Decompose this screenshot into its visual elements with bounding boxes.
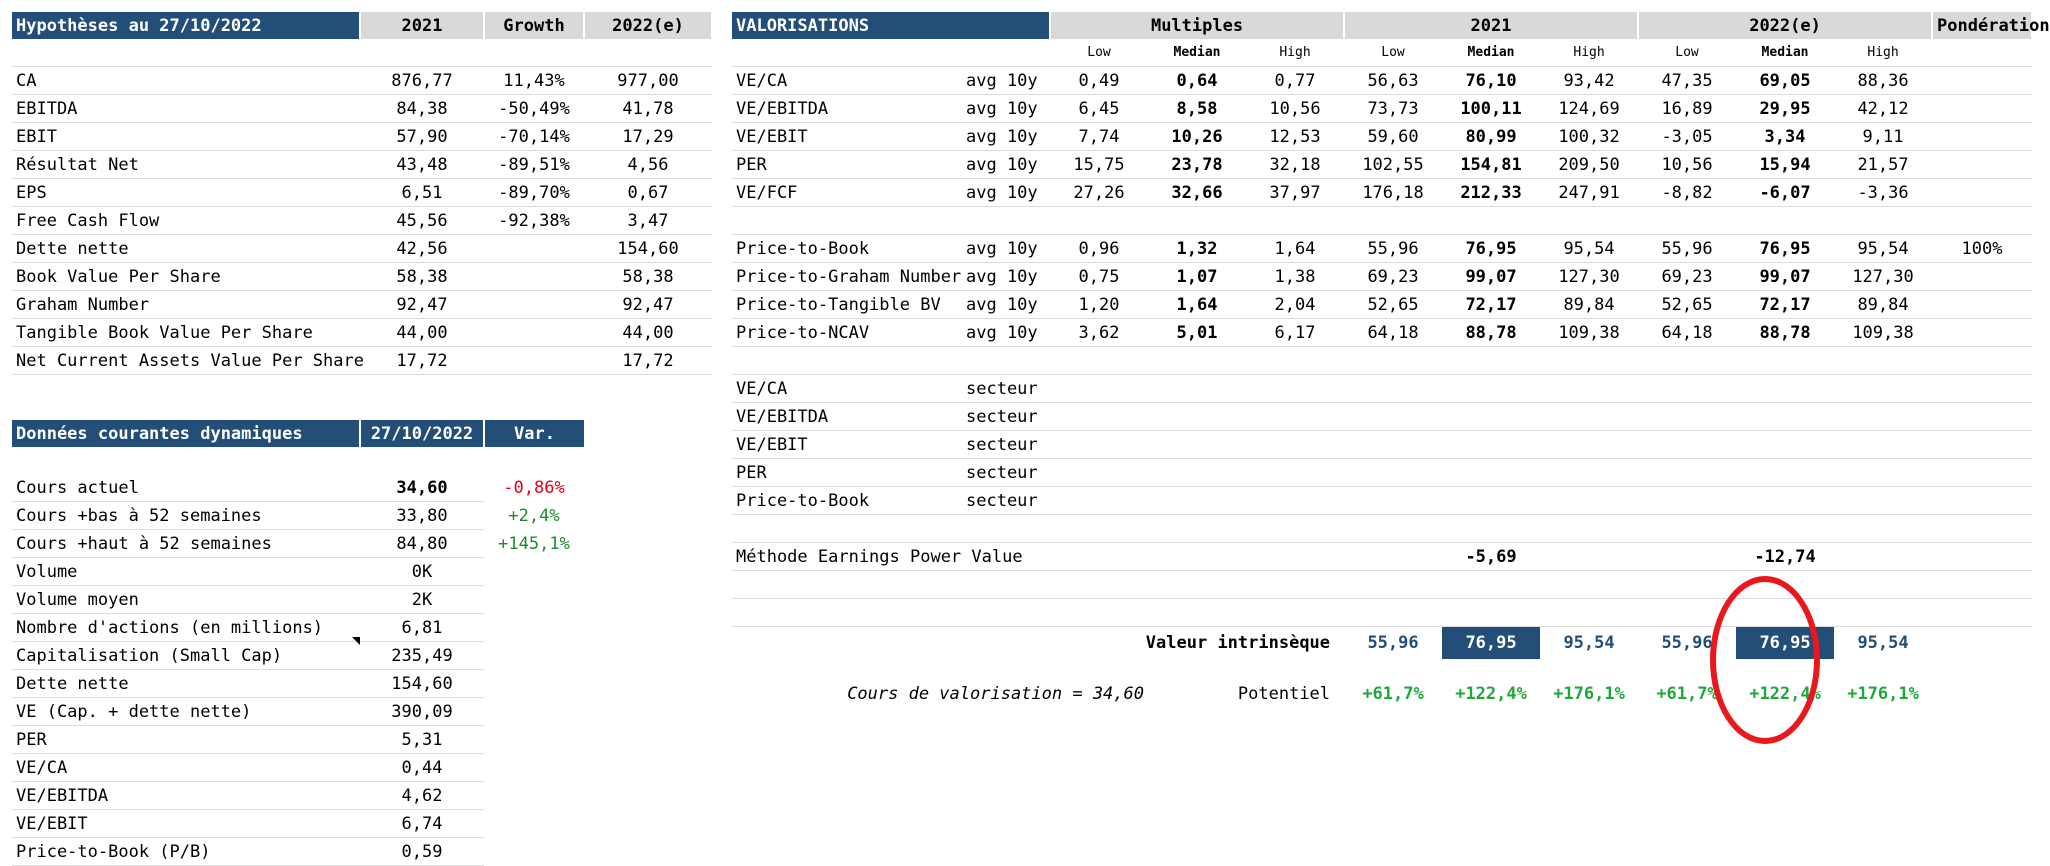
val-row-am: 72,17: [1442, 291, 1540, 319]
hyp-row-2022: 17,29: [584, 123, 712, 151]
sub-low: Low: [1050, 39, 1148, 67]
dyn-row: [12, 782, 584, 810]
val-row-mh: 32,18: [1246, 151, 1344, 179]
valuation-row: [732, 291, 2032, 319]
dyn-row-var: [484, 698, 584, 726]
hyp-row-label: Résultat Net: [12, 151, 360, 179]
epv-2021: -5,69: [1442, 543, 1540, 571]
val-row-al: 64,18: [1344, 319, 1442, 347]
val-row-bh: 88,36: [1834, 67, 1932, 95]
val-row-label: VE/EBIT: [732, 123, 962, 151]
val-row-label: VE/FCF: [732, 179, 962, 207]
dyn-row: [12, 726, 584, 754]
dyn-row-var: +145,1%: [498, 533, 570, 554]
val-row-ah: 109,38: [1540, 319, 1638, 347]
sub-low: Low: [1638, 39, 1736, 67]
val-row-basis: avg 10y: [962, 179, 1050, 207]
val-row-bl: 10,56: [1638, 151, 1736, 179]
dyn-row: [12, 754, 584, 782]
hyp-row-growth: 11,43%: [484, 67, 584, 95]
potentiel-row: [732, 681, 2032, 708]
val-row-am: 76,95: [1442, 235, 1540, 263]
epv-2022: -12,74: [1736, 543, 1834, 571]
intrinsic-2022-high: 95,54: [1857, 632, 1909, 653]
sector-row-basis: secteur: [962, 487, 1050, 515]
val-row-al: 56,63: [1344, 67, 1442, 95]
hyp-row: [12, 207, 712, 235]
dyn-row: [12, 810, 584, 838]
val-row-mm: 0,64: [1148, 67, 1246, 95]
valuation-row: [732, 123, 2032, 151]
val-row-mh: 6,17: [1246, 319, 1344, 347]
val-row-basis: avg 10y: [962, 235, 1050, 263]
val-row-mh: 2,04: [1246, 291, 1344, 319]
val-subheader-row: [732, 39, 2032, 67]
val-row-bm: 3,34: [1736, 123, 1834, 151]
potentiel-label: Potentiel: [1237, 684, 1331, 704]
dyn-row-label: Volume moyen: [12, 586, 360, 614]
hyp-row-growth: [484, 319, 584, 347]
sub-low: Low: [1344, 39, 1442, 67]
hyp-row: [12, 291, 712, 319]
dyn-row: [12, 670, 584, 698]
val-row-bm: 72,17: [1736, 291, 1834, 319]
dyn-row: [12, 586, 584, 614]
dyn-row-label: PER: [12, 726, 360, 754]
val-row-ah: 93,42: [1540, 67, 1638, 95]
dyn-row-value: 4,62: [360, 782, 484, 810]
val-row-bh: 109,38: [1834, 319, 1932, 347]
hyp-row-label: EBITDA: [12, 95, 360, 123]
hyp-row-label: Book Value Per Share: [12, 263, 360, 291]
hyp-col-2022: 2022(e): [584, 12, 712, 39]
sub-median: Median: [1442, 39, 1540, 67]
dyn-row-value: 5,31: [360, 726, 484, 754]
hyp-row: [12, 319, 712, 347]
val-row-bh: -3,36: [1834, 179, 1932, 207]
val-row-label: VE/EBITDA: [732, 95, 962, 123]
val-row-ml: 1,20: [1050, 291, 1148, 319]
hyp-row-2022: 44,00: [584, 319, 712, 347]
val-row-mh: 37,97: [1246, 179, 1344, 207]
intrinsic-2022-low: 55,96: [1661, 632, 1713, 653]
val-row-label: Price-to-Graham Number: [732, 263, 962, 291]
dyn-row-label: VE/EBIT: [12, 810, 360, 838]
val-row-bl: 16,89: [1638, 95, 1736, 123]
val-row-basis: avg 10y: [962, 67, 1050, 95]
val-row-am: 100,11: [1442, 95, 1540, 123]
val-row-pond: [1932, 179, 2032, 207]
dyn-row-label: VE/CA: [12, 754, 360, 782]
val-row-bh: 9,11: [1834, 123, 1932, 151]
hyp-row-growth: -50,49%: [484, 95, 584, 123]
hyp-row-2022: 154,60: [584, 235, 712, 263]
intrinsic-label: Valeur intrinsèque: [1145, 632, 1331, 653]
val-row-pond: [1932, 263, 2032, 291]
val-row-mm: 1,64: [1148, 291, 1246, 319]
val-row-label: Price-to-Tangible BV: [732, 291, 962, 319]
dyn-row: [12, 698, 584, 726]
val-row-ml: 27,26: [1050, 179, 1148, 207]
val-row-bm: 29,95: [1736, 95, 1834, 123]
val-row-al: 73,73: [1344, 95, 1442, 123]
val-row-mm: 8,58: [1148, 95, 1246, 123]
dyn-row-value: 0,59: [360, 838, 484, 866]
sector-row-label: VE/CA: [732, 375, 962, 403]
val-row-mm: 1,32: [1148, 235, 1246, 263]
hyp-row-growth: -89,51%: [484, 151, 584, 179]
dynamic-data-table: [12, 420, 584, 866]
val-row-ah: 124,69: [1540, 95, 1638, 123]
hyp-row-2022: 17,72: [584, 347, 712, 375]
hyp-row-label: EBIT: [12, 123, 360, 151]
val-row-mm: 23,78: [1148, 151, 1246, 179]
val-row-ml: 0,96: [1050, 235, 1148, 263]
intrinsic-2021-median: 76,95: [1442, 627, 1540, 659]
hyp-row: [12, 95, 712, 123]
valuation-price: Cours de valorisation = 34,60: [847, 684, 1144, 704]
epv-label: Méthode Earnings Power Value: [732, 543, 1050, 571]
val-col-2021: 2021: [1344, 12, 1638, 39]
val-row-ah: 209,50: [1540, 151, 1638, 179]
hyp-row-2021: 17,72: [360, 347, 484, 375]
sector-row: [732, 375, 2032, 403]
hyp-row-label: CA: [12, 67, 360, 95]
hyp-row-label: Net Current Assets Value Per Share: [12, 347, 360, 375]
val-row-mm: 5,01: [1148, 319, 1246, 347]
val-row-bh: 127,30: [1834, 263, 1932, 291]
dyn-row-var: [484, 642, 584, 670]
dyn-row-label: Nombre d'actions (en millions): [12, 614, 360, 642]
hyp-row-growth: [484, 347, 584, 375]
dyn-row-value: 154,60: [360, 670, 484, 698]
val-row-ah: 247,91: [1540, 179, 1638, 207]
dyn-row-var: [484, 810, 584, 838]
hyp-row-2021: 44,00: [360, 319, 484, 347]
val-row-bm: 15,94: [1736, 151, 1834, 179]
valuations-table: [732, 12, 2050, 708]
val-row-mm: 10,26: [1148, 123, 1246, 151]
sector-row-basis: secteur: [962, 459, 1050, 487]
val-row-bl: -3,05: [1638, 123, 1736, 151]
val-row-ml: 7,74: [1050, 123, 1148, 151]
val-row-al: 176,18: [1344, 179, 1442, 207]
hypotheses-table: [12, 12, 713, 375]
hyp-row-label: Graham Number: [12, 291, 360, 319]
val-row-bl: 52,65: [1638, 291, 1736, 319]
dyn-row-label: Capitalisation (Small Cap): [12, 642, 360, 670]
val-row-am: 80,99: [1442, 123, 1540, 151]
val-row-al: 55,96: [1344, 235, 1442, 263]
hyp-row: [12, 123, 712, 151]
hypotheses-title: Hypothèses au 27/10/2022: [12, 12, 360, 39]
val-row-bh: 42,12: [1834, 95, 1932, 123]
val-row-bh: 89,84: [1834, 291, 1932, 319]
hyp-row-2022: 977,00: [584, 67, 712, 95]
hyp-row-2022: 92,47: [584, 291, 712, 319]
hyp-row-2021: 57,90: [360, 123, 484, 151]
val-row-basis: avg 10y: [962, 319, 1050, 347]
hyp-col-growth: Growth: [484, 12, 584, 39]
sector-row-label: VE/EBITDA: [732, 403, 962, 431]
val-row-label: VE/CA: [732, 67, 962, 95]
potentiel-2021-median: +122,4%: [1455, 684, 1527, 704]
valuation-row: [732, 151, 2032, 179]
hyp-row: [12, 235, 712, 263]
val-row-am: 212,33: [1442, 179, 1540, 207]
dyn-row: [12, 614, 584, 642]
potentiel-2021-low: +61,7%: [1362, 684, 1424, 704]
hyp-row-2021: 42,56: [360, 235, 484, 263]
hyp-row-2021: 45,56: [360, 207, 484, 235]
intrinsic-2021-low: 55,96: [1367, 632, 1419, 653]
dyn-row-label: Cours +bas à 52 semaines: [12, 502, 360, 530]
val-row-ml: 0,49: [1050, 67, 1148, 95]
sub-high: High: [1834, 39, 1932, 67]
dyn-row-label: VE (Cap. + dette nette): [12, 698, 360, 726]
dyn-row-value: 0K: [360, 558, 484, 586]
valuation-row: [732, 319, 2032, 347]
val-row-ml: 6,45: [1050, 95, 1148, 123]
dyn-row-value: 235,49: [360, 642, 484, 670]
hyp-row-2021: 84,38: [360, 95, 484, 123]
val-row-bh: 95,54: [1834, 235, 1932, 263]
valuation-row: [732, 67, 2032, 95]
sector-row-basis: secteur: [962, 431, 1050, 459]
dyn-row-label: Dette nette: [12, 670, 360, 698]
hyp-row-growth: -92,38%: [484, 207, 584, 235]
hyp-row-growth: -70,14%: [484, 123, 584, 151]
hyp-row-2021: 876,77: [360, 67, 484, 95]
val-col-ponderation: Pondération: [1932, 12, 2032, 39]
val-row-ml: 3,62: [1050, 319, 1148, 347]
val-row-al: 59,60: [1344, 123, 1442, 151]
val-col-multiples: Multiples: [1050, 12, 1344, 39]
val-row-mh: 1,38: [1246, 263, 1344, 291]
sub-median: Median: [1148, 39, 1246, 67]
sub-median: Median: [1736, 39, 1834, 67]
val-row-basis: avg 10y: [962, 123, 1050, 151]
val-row-label: PER: [732, 151, 962, 179]
val-row-ah: 100,32: [1540, 123, 1638, 151]
val-row-pond: 100%: [1932, 235, 2032, 263]
sub-high: High: [1540, 39, 1638, 67]
potentiel-2021-high: +176,1%: [1553, 684, 1625, 704]
dyn-row-var: -0,86%: [503, 477, 565, 498]
dynamic-col-date: 27/10/2022: [360, 420, 484, 447]
dyn-row-value: 0,44: [360, 754, 484, 782]
hyp-row-2022: 58,38: [584, 263, 712, 291]
val-row-basis: avg 10y: [962, 263, 1050, 291]
val-row-mm: 1,07: [1148, 263, 1246, 291]
hyp-row-2021: 43,48: [360, 151, 484, 179]
hyp-col-2021: 2021: [360, 12, 484, 39]
dyn-row-var: [484, 754, 584, 782]
hyp-row-2022: 4,56: [584, 151, 712, 179]
dyn-row-value: 33,80: [360, 502, 484, 530]
dyn-row-value: 390,09: [360, 698, 484, 726]
dyn-row-var: [484, 586, 584, 614]
dyn-row-label: Cours +haut à 52 semaines: [12, 530, 360, 558]
hyp-row: [12, 67, 712, 95]
val-row-ml: 0,75: [1050, 263, 1148, 291]
hyp-row: [12, 151, 712, 179]
val-row-ml: 15,75: [1050, 151, 1148, 179]
potentiel-2022-low: +61,7%: [1656, 684, 1718, 704]
val-row-mh: 12,53: [1246, 123, 1344, 151]
hyp-row-2022: 0,67: [584, 179, 712, 207]
val-row-ah: 89,84: [1540, 291, 1638, 319]
dyn-row: [12, 558, 584, 586]
sector-row: [732, 431, 2032, 459]
val-row-pond: [1932, 291, 2032, 319]
sector-row: [732, 487, 2032, 515]
val-row-bm: 69,05: [1736, 67, 1834, 95]
hyp-row-2021: 92,47: [360, 291, 484, 319]
val-row-mm: 32,66: [1148, 179, 1246, 207]
dyn-row-value: 84,80: [360, 530, 484, 558]
val-row-pond: [1932, 151, 2032, 179]
sector-row: [732, 403, 2032, 431]
val-row-bm: 88,78: [1736, 319, 1834, 347]
dynamic-title: Données courantes dynamiques: [12, 420, 360, 447]
dyn-row-label: Volume: [12, 558, 360, 586]
dyn-row: [12, 642, 584, 670]
dyn-row-var: +2,4%: [508, 505, 560, 526]
cell-comment-marker: [352, 637, 360, 645]
potentiel-2022-median: +122,4%: [1749, 684, 1821, 704]
hyp-row-label: EPS: [12, 179, 360, 207]
sector-row: [732, 459, 2032, 487]
valuation-row: [732, 95, 2032, 123]
hyp-row-2022: 3,47: [584, 207, 712, 235]
dyn-row: [12, 838, 584, 866]
potentiel-2022-high: +176,1%: [1847, 684, 1919, 704]
val-row-am: 88,78: [1442, 319, 1540, 347]
val-row-label: Price-to-NCAV: [732, 319, 962, 347]
dyn-row-var: [484, 670, 584, 698]
val-row-am: 99,07: [1442, 263, 1540, 291]
dyn-row-label: VE/EBITDA: [12, 782, 360, 810]
val-row-mh: 0,77: [1246, 67, 1344, 95]
val-row-pond: [1932, 123, 2032, 151]
hyp-row-growth: -89,70%: [484, 179, 584, 207]
dyn-row-label: Cours actuel: [12, 474, 360, 502]
val-row-basis: avg 10y: [962, 95, 1050, 123]
sector-row-label: PER: [732, 459, 962, 487]
val-row-am: 76,10: [1442, 67, 1540, 95]
val-row-bm: 76,95: [1736, 235, 1834, 263]
sector-row-basis: secteur: [962, 403, 1050, 431]
val-row-bh: 21,57: [1834, 151, 1932, 179]
val-row-mh: 1,64: [1246, 235, 1344, 263]
dyn-row-var: [484, 838, 584, 866]
dyn-row-var: [484, 782, 584, 810]
sector-row-basis: secteur: [962, 375, 1050, 403]
val-row-pond: [1932, 95, 2032, 123]
val-row-label: Price-to-Book: [732, 235, 962, 263]
valuation-row: [732, 179, 2032, 207]
dyn-row-label: Price-to-Book (P/B): [12, 838, 360, 866]
epv-row: [732, 543, 2032, 571]
hyp-row-growth: [484, 291, 584, 319]
dynamic-col-var: Var.: [484, 420, 584, 447]
val-row-bm: 99,07: [1736, 263, 1834, 291]
dyn-row: [12, 502, 584, 530]
dyn-row-value: 6,81: [360, 614, 484, 642]
hyp-row-growth: [484, 235, 584, 263]
hyp-row-growth: [484, 263, 584, 291]
val-row-bl: 55,96: [1638, 235, 1736, 263]
valuations-title: VALORISATIONS: [732, 12, 1050, 39]
hyp-row-2021: 58,38: [360, 263, 484, 291]
val-row-ah: 95,54: [1540, 235, 1638, 263]
dyn-row-var: [484, 614, 584, 642]
hyp-row: [12, 179, 712, 207]
val-row-basis: avg 10y: [962, 151, 1050, 179]
intrinsic-2021-high: 95,54: [1563, 632, 1615, 653]
dyn-row: [12, 474, 584, 502]
valuation-row: [732, 235, 2032, 263]
hyp-row-label: Free Cash Flow: [12, 207, 360, 235]
sector-row-label: Price-to-Book: [732, 487, 962, 515]
val-row-mh: 10,56: [1246, 95, 1344, 123]
dyn-row-var: [484, 726, 584, 754]
dyn-row-value: 6,74: [360, 810, 484, 838]
valuation-row: [732, 263, 2032, 291]
intrinsic-row: [732, 627, 2032, 659]
val-row-bl: 69,23: [1638, 263, 1736, 291]
sector-row-label: VE/EBIT: [732, 431, 962, 459]
hyp-row-label: Tangible Book Value Per Share: [12, 319, 360, 347]
dyn-row-value: 2K: [360, 586, 484, 614]
sub-high: High: [1246, 39, 1344, 67]
val-row-al: 102,55: [1344, 151, 1442, 179]
hyp-row-2021: 6,51: [360, 179, 484, 207]
val-row-ah: 127,30: [1540, 263, 1638, 291]
val-row-al: 69,23: [1344, 263, 1442, 291]
hyp-row-label: Dette nette: [12, 235, 360, 263]
val-row-bl: 64,18: [1638, 319, 1736, 347]
dyn-row-var: [484, 558, 584, 586]
hyp-row-2022: 41,78: [584, 95, 712, 123]
val-row-bl: -8,82: [1638, 179, 1736, 207]
val-row-al: 52,65: [1344, 291, 1442, 319]
val-row-pond: [1932, 319, 2032, 347]
val-row-pond: [1932, 67, 2032, 95]
val-col-2022: 2022(e): [1638, 12, 1932, 39]
val-row-am: 154,81: [1442, 151, 1540, 179]
val-row-bl: 47,35: [1638, 67, 1736, 95]
hyp-row: [12, 347, 712, 375]
hyp-row: [12, 263, 712, 291]
val-row-basis: avg 10y: [962, 291, 1050, 319]
intrinsic-2022-median: 76,95: [1736, 627, 1834, 659]
dyn-row-value: 34,60: [360, 474, 484, 502]
dyn-row: [12, 530, 584, 558]
val-row-bm: -6,07: [1736, 179, 1834, 207]
